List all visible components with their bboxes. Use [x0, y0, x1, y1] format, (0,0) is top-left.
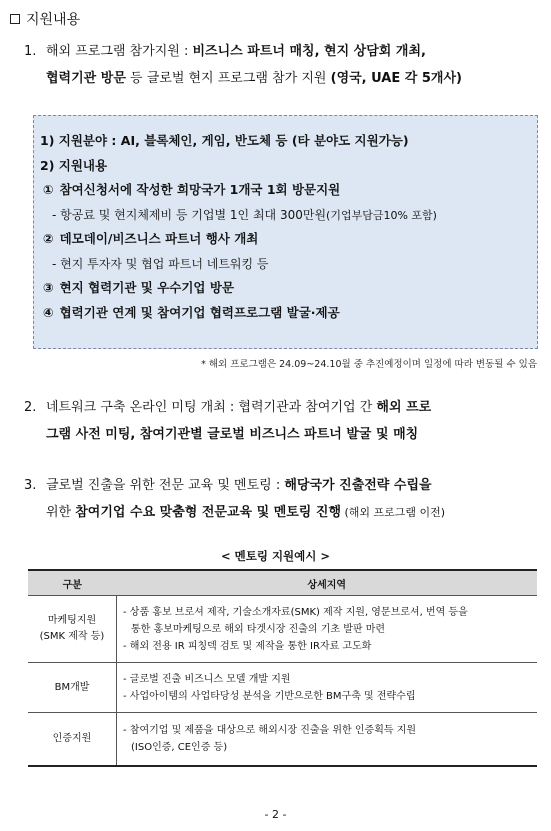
section-heading: [10, 9, 80, 29]
category-label: BM개발: [54, 681, 90, 693]
support-detail-1-sub-note: (기업부담금10% 포함): [326, 208, 437, 222]
item3-text-c: 위한: [46, 505, 76, 520]
item2-line2: 그램 사전 미팅, 참여기관별 글로벌 비즈니스 파트너 발굴 및 매칭: [46, 427, 419, 442]
circle-number-4: ④: [43, 304, 54, 320]
table-row: [28, 596, 537, 663]
table-header-row: [28, 570, 537, 596]
item1-text-b: 비즈니스 파트너 매칭, 현지 상담회 개최,: [192, 44, 426, 59]
item3-text-e: (해외 프로그램 이전): [341, 506, 446, 519]
item1-line2: [24, 65, 539, 92]
category-cell: [28, 596, 117, 663]
support-detail-2-sub: - 현지 투자자 및 협업 파트너 네트워킹 등: [52, 256, 269, 271]
detail-line: - 해외 전용 IR 피칭덱 검토 및 제작을 통한 IR자료 고도화: [123, 640, 372, 652]
support-field: 1) 지원분야 : AI, 블록체인, 게임, 반도체 등 (타 분야도 지원가능): [40, 133, 409, 148]
circle-number-2: ②: [43, 231, 54, 246]
checkbox-icon: [10, 14, 20, 24]
detail-line: 통한 홍보마케팅으로 해외 타겟시장 진출의 기초 발판 마련: [131, 623, 386, 635]
support-content-heading: 2) 지원내용: [40, 157, 108, 173]
category-cell: [28, 663, 117, 713]
item3-text-d: 참여기업 수요 맞춤형 전문교육 및 멘토링 진행: [75, 505, 342, 520]
support-detail-3-text: 현지 협력기관 및 우수기업 방문: [59, 280, 234, 295]
section-title: 지원내용: [26, 12, 81, 28]
table-row: [28, 663, 537, 713]
support-detail-1-sub: [40, 203, 531, 228]
support-detail-1-text: 참여신청서에 작성한 희망국가 1개국 1회 방문지원: [59, 182, 341, 197]
item2-line1: [24, 394, 539, 421]
support-detail-1: [40, 178, 531, 203]
page-number: - 2 -: [264, 808, 287, 821]
circle-number-3: ③: [43, 280, 54, 295]
detail-line: (ISO인증, CE인증 등): [131, 741, 228, 753]
mentoring-table: [28, 569, 537, 767]
item3-line1: [24, 472, 539, 499]
support-item-2: [24, 394, 539, 448]
category-label: 인증지원: [52, 732, 92, 744]
schedule-note: * 해외 프로그램은 24.09~24.10월 중 추진예정이며 일정에 따라 변동될 수 있음: [201, 359, 537, 370]
circle-number-1: ①: [43, 182, 54, 197]
item2-number: 2.: [24, 400, 37, 415]
support-item-3: [24, 472, 539, 526]
detail-cell: [117, 663, 538, 713]
table-row: [28, 713, 537, 766]
item2-text-a: 네트워크 구축 온라인 미팅 개최 : 협력기관과 참여기업 간: [46, 400, 377, 415]
item2-text-b: 해외 프로: [376, 400, 432, 415]
item1-text-a: 해외 프로그램 참가지원 :: [46, 44, 193, 59]
item3-number: 3.: [24, 478, 37, 493]
support-detail-1-sub-text: - 항공료 및 현지체제비 등 기업별 1인 최대 300만원: [52, 207, 327, 222]
support-item-1: [24, 38, 539, 92]
detail-cell: [117, 713, 538, 766]
mentoring-caption: < 멘토링 지원예시 >: [220, 549, 331, 563]
detail-line: - 글로벌 진출 비즈니스 모델 개발 지원: [123, 673, 291, 685]
detail-line: - 상품 홍보 브로셔 제작, 기술소개자료(SMK) 제작 지원, 영문브로셔, 번역 등을: [123, 606, 468, 618]
support-detail-box: [33, 115, 538, 349]
item3-text-a: 글로벌 진출을 위한 전문 교육 및 멘토링 :: [46, 478, 285, 493]
support-detail-2: [40, 227, 531, 252]
detail-line: - 참여기업 및 제품을 대상으로 해외시장 진출을 위한 인증획득 지원: [123, 724, 417, 736]
support-detail-4: [40, 301, 531, 326]
item1-line1: [24, 38, 539, 65]
item1-text-c: 협력기관 방문: [46, 71, 126, 86]
category-sublabel: (SMK 제작 등): [39, 631, 105, 642]
item1-text-e: (영국, UAE 각 5개사): [330, 71, 462, 86]
support-detail-2-text: 데모데이/비즈니스 파트너 행사 개최: [59, 231, 259, 246]
detail-line: - 사업아이템의 사업타당성 분석을 기반으로한 BM구축 및 전략수립: [123, 690, 416, 702]
item1-number: 1.: [24, 44, 37, 59]
detail-cell: [117, 596, 538, 663]
support-detail-3: [40, 276, 531, 301]
item1-text-d: 등 글로벌 현지 프로그램 참가 지원: [125, 71, 331, 86]
category-label: 마케팅지원: [47, 615, 97, 626]
header-detail: 상세지역: [117, 570, 538, 596]
support-detail-4-text: 협력기관 연계 및 참여기업 협력프로그램 발굴·제공: [59, 304, 340, 320]
category-cell: [28, 713, 117, 766]
header-category: 구분: [28, 570, 117, 596]
item3-text-b: 해당국가 진출전략 수립을: [284, 478, 432, 493]
item3-line2: [24, 499, 539, 526]
